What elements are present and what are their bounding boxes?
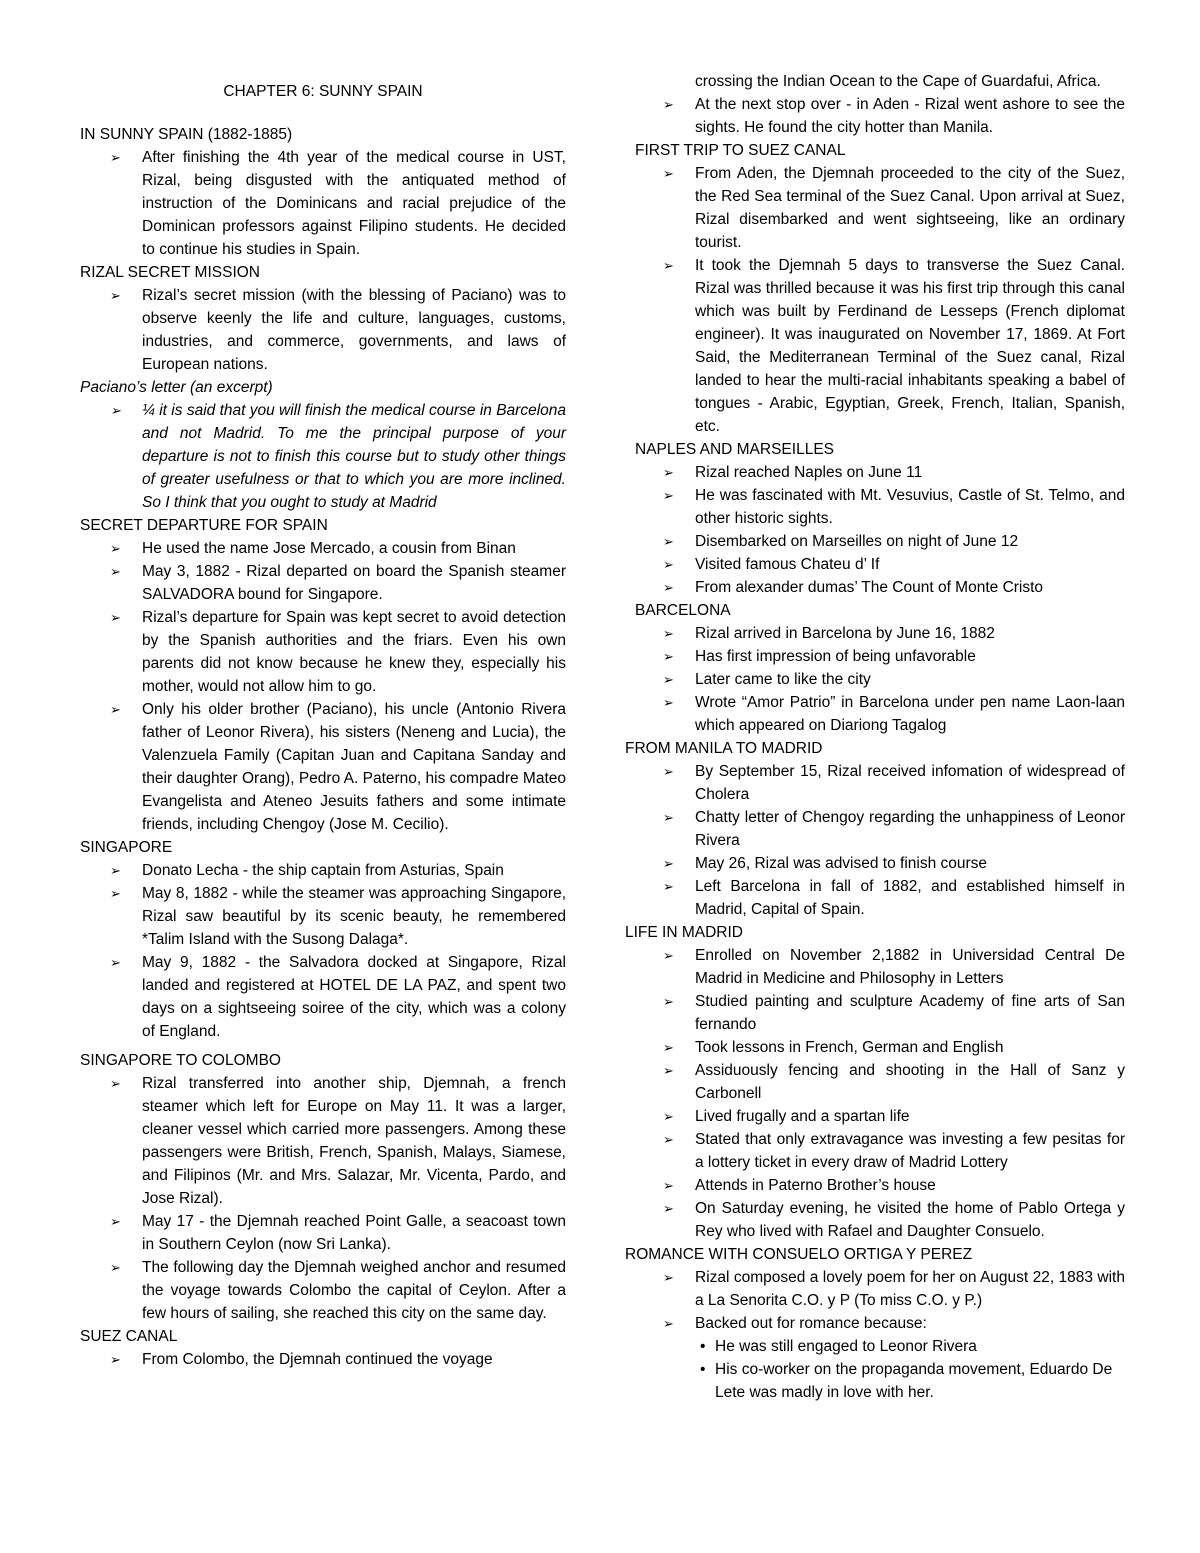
- arrow-bullet-icon: ➢: [663, 1270, 674, 1285]
- sub-bullet-list: [625, 1335, 1125, 1404]
- arrow-bullet-icon: ➢: [110, 1214, 121, 1229]
- section: [625, 93, 1125, 139]
- left-column: [80, 0, 566, 1371]
- arrow-bullet-icon: ➢: [663, 465, 674, 480]
- arrow-bullet-icon: ➢: [110, 1352, 121, 1367]
- continued-bullet-text: crossing the Indian Ocean to the Cape of Guardafui, Africa.: [695, 73, 1101, 90]
- bullet-list: [625, 1266, 1125, 1335]
- left-sections: [80, 123, 566, 1371]
- list-item: [80, 399, 566, 514]
- section: [80, 514, 566, 836]
- list-item: [80, 560, 566, 606]
- section-heading: LIFE IN MADRID: [625, 924, 743, 941]
- list-item-text: From Aden, the Djemnah proceeded to the city of the Suez, the Red Sea terminal of the Suez Canal. Upon arrival at Suez, Rizal disembarked and went sightseeing, like an ordinary tourist.: [695, 165, 1125, 251]
- right-sections: [625, 93, 1125, 1404]
- list-item-text: Assiduously fencing and shooting in the Hall of Sanz y Carbonell: [695, 1062, 1125, 1102]
- arrow-bullet-icon: ➢: [110, 1076, 121, 1091]
- arrow-bullet-icon: ➢: [663, 1063, 674, 1078]
- dot-bullet-icon: •: [700, 1361, 706, 1378]
- list-item-text: Rizal transferred into another ship, Djemnah, a french steamer which left for Europe on May 11. It was a larger, cleaner vessel which carried more passengers. Among these passengers were British, French, Spanish, Malays, Siamese, and Filipinos (Mr. and Mrs. Salazar, Mr. Vicenta, Pardo, and Jose Rizal).: [142, 1075, 566, 1207]
- arrow-bullet-icon: ➢: [110, 702, 121, 717]
- list-item: [625, 875, 1125, 921]
- arrow-bullet-icon: ➢: [663, 166, 674, 181]
- list-item-text: After finishing the 4th year of the medical course in UST, Rizal, being disgusted with the antiquated method of instruction of the Dominicans and racial prejudice of the Dominican professors against Filipino students. He decided to continue his studies in Spain.: [142, 149, 566, 258]
- list-item: [625, 484, 1125, 530]
- list-item-text: Donato Lecha - the ship captain from Asturias, Spain: [142, 862, 504, 879]
- section: [625, 737, 1125, 921]
- list-item-text: Rizal’s departure for Spain was kept secret to avoid detection by the Spanish authorities and the friars. Even his own parents did not know because he knew they, especially his mother, would not allow him to go.: [142, 609, 566, 695]
- list-item-text: Visited famous Chateu d’ If: [695, 556, 880, 573]
- arrow-bullet-icon: ➢: [663, 97, 674, 112]
- list-item-text: Has first impression of being unfavorable: [695, 648, 976, 665]
- list-item: [625, 1128, 1125, 1174]
- list-item: [80, 1256, 566, 1325]
- section: [625, 921, 1125, 1243]
- bullet-list: [80, 537, 566, 836]
- list-item-text: He was fascinated with Mt. Vesuvius, Castle of St. Telmo, and other historic sights.: [695, 487, 1125, 527]
- section-heading: BARCELONA: [635, 602, 731, 619]
- list-item: [80, 859, 566, 882]
- list-item: [625, 691, 1125, 737]
- list-item-text: The following day the Djemnah weighed anchor and resumed the voyage towards Colombo the capital of Ceylon. After a few hours of sailing, she reached this city on the same day.: [142, 1259, 566, 1322]
- list-item: [625, 1105, 1125, 1128]
- bullet-list: [625, 461, 1125, 599]
- list-item-text: Took lessons in French, German and English: [695, 1039, 1004, 1056]
- arrow-bullet-icon: ➢: [663, 879, 674, 894]
- bullet-list: [80, 859, 566, 1043]
- arrow-bullet-icon: ➢: [663, 695, 674, 710]
- section: [80, 1049, 566, 1325]
- arrow-bullet-icon: ➢: [663, 258, 674, 273]
- list-item: [625, 1036, 1125, 1059]
- arrow-bullet-icon: ➢: [110, 564, 121, 579]
- arrow-bullet-icon: ➢: [110, 1260, 121, 1275]
- list-item: [80, 698, 566, 836]
- arrow-bullet-icon: ➢: [663, 1109, 674, 1124]
- bullet-list: [80, 146, 566, 261]
- list-item-text: Enrolled on November 2,1882 in Universidad Central De Madrid in Medicine and Philosophy in Letters: [695, 947, 1125, 987]
- section-heading: SINGAPORE: [80, 839, 173, 856]
- list-item: [625, 530, 1125, 553]
- list-item: [80, 1210, 566, 1256]
- list-item-text: Later came to like the city: [695, 671, 871, 688]
- list-item-text: Wrote “Amor Patrio” in Barcelona under pen name Laon-laan which appeared on Diariong Tagalog: [695, 694, 1125, 734]
- list-item: [80, 951, 566, 1043]
- list-item: [625, 852, 1125, 875]
- section: [80, 261, 566, 376]
- section-heading: ROMANCE WITH CONSUELO ORTIGA Y PEREZ: [625, 1246, 973, 1263]
- arrow-bullet-icon: ➢: [663, 534, 674, 549]
- list-item-text: From alexander dumas’ The Count of Monte Cristo: [695, 579, 1044, 596]
- arrow-bullet-icon: ➢: [663, 948, 674, 963]
- list-item-text: May 8, 1882 - while the steamer was approaching Singapore, Rizal saw beautiful by its scenic beauty, he remembered *Talim Island with the Susong Dalaga*.: [142, 885, 566, 948]
- page-title: CHAPTER 6: SUNNY SPAIN: [223, 83, 423, 100]
- section-heading: SINGAPORE TO COLOMBO: [80, 1052, 281, 1069]
- dot-bullet-icon: •: [700, 1338, 706, 1355]
- list-item-text: May 17 - the Djemnah reached Point Galle, a seacoast town in Southern Ceylon (now Sri Lanka).: [142, 1213, 566, 1253]
- list-item-text: By September 15, Rizal received infomation of widespread of Cholera: [695, 763, 1125, 803]
- sub-list-item-text: His co-worker on the propaganda movement, Eduardo De Lete was madly in love with her.: [715, 1361, 1113, 1401]
- list-item: [625, 1312, 1125, 1335]
- list-item: [625, 1197, 1125, 1243]
- sub-list-item-text: He was still engaged to Leonor Rivera: [715, 1338, 977, 1355]
- list-item: [625, 645, 1125, 668]
- list-item-text: Left Barcelona in fall of 1882, and established himself in Madrid, Capital of Spain.: [695, 878, 1125, 918]
- arrow-bullet-icon: ➢: [663, 1040, 674, 1055]
- right-column: [625, 0, 1125, 1404]
- list-item-text: Only his older brother (Paciano), his uncle (Antonio Rivera father of Leonor Rivera), his sisters (Neneng and Lucia), the Valenzuela Family (Capitan Juan and Capitana Sanday and their daughter Orang), Pedro A. Paterno, his compadre Mateo Evangelista and Ateneo Jesuits fathers and some intimate friends, including Chengoy (Jose M. Cecilio).: [142, 701, 566, 833]
- list-item-text: Rizal’s secret mission (with the blessing of Paciano) was to observe keenly the life and culture, languages, customs, industries, and commerce, governments, and laws of European nations.: [142, 287, 566, 373]
- section: [625, 1243, 1125, 1404]
- arrow-bullet-icon: ➢: [663, 764, 674, 779]
- list-item: [625, 576, 1125, 599]
- list-item: [80, 1348, 566, 1371]
- list-item: [625, 760, 1125, 806]
- list-item-text: Rizal arrived in Barcelona by June 16, 1882: [695, 625, 995, 642]
- section-heading: RIZAL SECRET MISSION: [80, 264, 261, 281]
- section: [80, 1325, 566, 1371]
- list-item-text: It took the Djemnah 5 days to transverse the Suez Canal. Rizal was thrilled because it was his first trip through this canal which was built by Ferdinand de Lesseps (French diplomat engineer). It was inaugurated on November 17, 1869. At Fort Said, the Mediterranean Terminal of the Suez canal, Rizal landed to hear the multi-racial inhabitants speaking a babel of tongues - Arabic, Egyptian, Greek, French, Italian, Spanish, etc.: [695, 257, 1125, 435]
- bullet-list: [625, 162, 1125, 438]
- section-heading: Paciano’s letter (an excerpt): [80, 379, 273, 396]
- bullet-list: [80, 1348, 566, 1371]
- section-heading: SUEZ CANAL: [80, 1328, 178, 1345]
- arrow-bullet-icon: ➢: [110, 150, 121, 165]
- section: [80, 123, 566, 261]
- list-item: [625, 622, 1125, 645]
- list-item: [625, 93, 1125, 139]
- list-item: [625, 1266, 1125, 1312]
- bullet-list: [625, 622, 1125, 737]
- arrow-bullet-icon: ➢: [663, 1201, 674, 1216]
- arrow-bullet-icon: ➢: [110, 955, 121, 970]
- list-item: [80, 606, 566, 698]
- list-item: [625, 162, 1125, 254]
- arrow-bullet-icon: ➢: [663, 672, 674, 687]
- bullet-list: [625, 93, 1125, 139]
- list-item-text: Lived frugally and a spartan life: [695, 1108, 910, 1125]
- arrow-bullet-icon: ➢: [110, 863, 121, 878]
- list-item-text: Chatty letter of Chengoy regarding the unhappiness of Leonor Rivera: [695, 809, 1125, 849]
- section-heading: FROM MANILA TO MADRID: [625, 740, 823, 757]
- list-item-text: Studied painting and sculpture Academy of fine arts of San fernando: [695, 993, 1125, 1033]
- list-item-text: Rizal composed a lovely poem for her on August 22, 1883 with a La Senorita C.O. y P (To miss C.O. y P.): [695, 1269, 1125, 1309]
- arrow-bullet-icon: ➢: [110, 541, 121, 556]
- arrow-bullet-icon: ➢: [663, 1178, 674, 1193]
- list-item: [80, 882, 566, 951]
- section: [625, 438, 1125, 599]
- arrow-bullet-icon: ➢: [110, 288, 121, 303]
- arrow-bullet-icon: ➢: [110, 886, 121, 901]
- section-heading: SECRET DEPARTURE FOR SPAIN: [80, 517, 328, 534]
- section: [625, 599, 1125, 737]
- section: [80, 376, 566, 514]
- bullet-list: [625, 760, 1125, 921]
- list-item-text: On Saturday evening, he visited the home of Pablo Ortega y Rey who lived with Rafael and Daughter Consuelo.: [695, 1200, 1125, 1240]
- list-item-text: May 3, 1882 - Rizal departed on board the Spanish steamer SALVADORA bound for Singapore.: [142, 563, 566, 603]
- arrow-bullet-icon: ➢: [663, 488, 674, 503]
- arrow-bullet-icon: ➢: [663, 856, 674, 871]
- list-item: [625, 990, 1125, 1036]
- list-item: [80, 146, 566, 261]
- list-item-text: From Colombo, the Djemnah continued the voyage: [142, 1351, 493, 1368]
- list-item-text: May 9, 1882 - the Salvadora docked at Singapore, Rizal landed and registered at HOTEL DE LA PAZ, and spent two days on a sightseeing soiree of the city, which was a colony of England.: [142, 954, 566, 1040]
- list-item: [625, 553, 1125, 576]
- list-item-text: Rizal reached Naples on June 11: [695, 464, 923, 481]
- section: [625, 139, 1125, 438]
- arrow-bullet-icon: ➢: [663, 1316, 674, 1331]
- section-heading: FIRST TRIP TO SUEZ CANAL: [635, 142, 846, 159]
- arrow-bullet-icon: ➢: [663, 810, 674, 825]
- bullet-list: [80, 284, 566, 376]
- section-heading: NAPLES AND MARSEILLES: [635, 441, 834, 458]
- arrow-bullet-icon: ➢: [663, 557, 674, 572]
- list-item: [80, 284, 566, 376]
- list-item-text: ¼ it is said that you will finish the medical course in Barcelona and not Madrid. To me the principal purpose of your departure is not to finish this course but to study other things of greater usefulness or that to which you are more inclined. So I think that you ought to study at Madrid: [142, 402, 566, 511]
- list-item: [625, 806, 1125, 852]
- list-item: [625, 1059, 1125, 1105]
- arrow-bullet-icon: ➢: [110, 610, 121, 625]
- arrow-bullet-icon: ➢: [663, 580, 674, 595]
- list-item-text: Attends in Paterno Brother’s house: [695, 1177, 936, 1194]
- list-item-text: Backed out for romance because:: [695, 1315, 927, 1332]
- bullet-list: [625, 944, 1125, 1243]
- arrow-bullet-icon: ➢: [663, 649, 674, 664]
- list-item: [625, 254, 1125, 438]
- list-item: [625, 668, 1125, 691]
- list-item-text: Stated that only extravagance was investing a few pesitas for a lottery ticket in every draw of Madrid Lottery: [695, 1131, 1125, 1171]
- section: [80, 836, 566, 1043]
- arrow-bullet-icon: ➢: [110, 403, 121, 418]
- section-heading: IN SUNNY SPAIN (1882-1885): [80, 126, 293, 143]
- list-item-text: May 26, Rizal was advised to finish course: [695, 855, 988, 872]
- list-item-text: Disembarked on Marseilles on night of June 12: [695, 533, 1019, 550]
- list-item: [625, 461, 1125, 484]
- list-item: [80, 1072, 566, 1210]
- arrow-bullet-icon: ➢: [663, 626, 674, 641]
- list-item-text: At the next stop over - in Aden - Rizal went ashore to see the sights. He found the city hotter than Manila.: [695, 96, 1125, 136]
- list-item-text: He used the name Jose Mercado, a cousin from Binan: [142, 540, 516, 557]
- arrow-bullet-icon: ➢: [663, 994, 674, 1009]
- list-item: [625, 944, 1125, 990]
- sub-list-item: [625, 1358, 1125, 1404]
- bullet-list: [80, 399, 566, 514]
- right-continuation-block: [625, 70, 1125, 93]
- bullet-list: [80, 1072, 566, 1325]
- arrow-bullet-icon: ➢: [663, 1132, 674, 1147]
- list-item: [625, 1174, 1125, 1197]
- sub-list-item: [625, 1335, 1125, 1358]
- list-item: [80, 537, 566, 560]
